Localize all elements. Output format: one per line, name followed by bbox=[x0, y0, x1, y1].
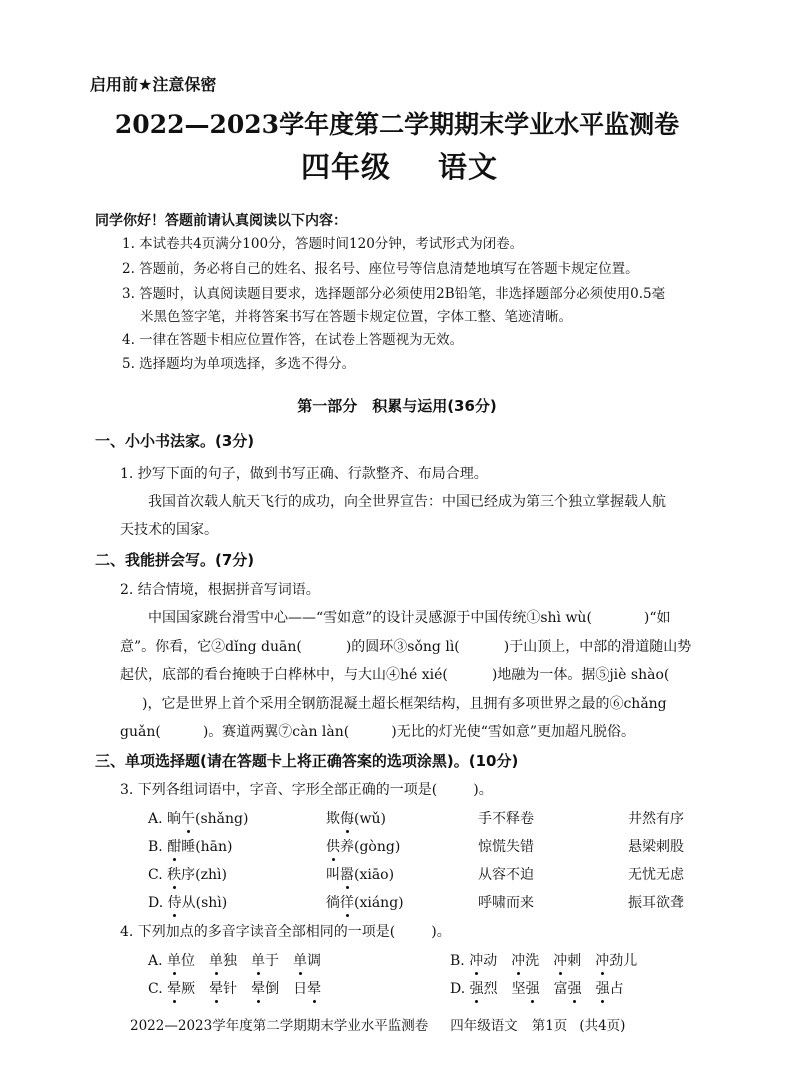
notice-item-2: 2. 答题前，务必将自己的姓名、报名号、座位号等信息清楚地填写在答题卡规定位置。 bbox=[122, 261, 639, 277]
q4-option-b: B. 冲动 冲洗 冲刺 冲劲儿 bbox=[450, 953, 638, 969]
notice-item-3-cont: 米黑色签字笔，并将答案书写在答题卡规定位置，字体工整、笔迹清晰。 bbox=[140, 309, 572, 325]
q4-option-d: D. 强烈 坚强 富强 强占 bbox=[450, 981, 624, 997]
page-total: (共4页) bbox=[579, 1018, 626, 1034]
q4-prompt bbox=[120, 922, 451, 942]
q2-text: guǎn( bbox=[120, 724, 161, 740]
q3-option-d-col2: 徜徉(xiáng) bbox=[326, 895, 404, 911]
notice-heading: 同学你好！答题前请认真阅读以下内容： bbox=[95, 213, 347, 229]
subject-label: 语文 bbox=[438, 150, 499, 184]
page-number: 第1页 bbox=[531, 1018, 568, 1034]
q4-option-c: C. 晕厥 晕针 晕倒 日晕 bbox=[148, 981, 322, 997]
q2-text: )的圆环③sǒng lì( bbox=[345, 639, 460, 655]
q1-text-line2: 天技术的国家。 bbox=[120, 522, 218, 538]
q3-option-b-col2: 供养(gòng) bbox=[326, 839, 401, 855]
q4-text: )。 bbox=[431, 924, 451, 940]
q3-option-d-col3: 呼啸而来 bbox=[478, 895, 534, 911]
q2-line-2 bbox=[120, 637, 691, 657]
q2-text: 中国国家跳台滑雪中心——“雪如意”的设计灵感源于中国传统①shì wù( bbox=[148, 610, 592, 626]
q3-option-c-col1: C. 秩序(zhì) bbox=[148, 867, 227, 883]
q2-line-5 bbox=[120, 722, 635, 742]
q3-option-b-col1: B. 酣睡(hān) bbox=[148, 839, 233, 855]
notice-item-3: 3. 答题时，认真阅读题目要求，选择题部分必须使用2B铅笔，非选择题部分必须使用0.5毫 bbox=[122, 286, 666, 302]
q3-option-c-col2: 叫嚣(xiāo) bbox=[326, 867, 395, 883]
q3-option-c-col3: 从容不迫 bbox=[478, 867, 534, 883]
footer-title: 2022—2023学年度第二学期期末学业水平监测卷 bbox=[130, 1018, 429, 1034]
q3-text: 3. 下列各组词语中，字音、字形全部正确的一项是( bbox=[120, 782, 438, 798]
q2-line-3 bbox=[120, 665, 669, 685]
q3-option-d-col4: 振耳欲聋 bbox=[628, 895, 684, 911]
q3-option-d-col1: D. 侍从(shì) bbox=[148, 895, 228, 911]
q2-text: 起伏，底部的看台掩映于白桦林中，与大山④hé xié( bbox=[120, 667, 448, 683]
q2-text: )于山顶上，中部的滑道随山势 bbox=[503, 639, 692, 655]
q1-prompt: 1. 抄写下面的句子，做到书写正确、行款整齐、布局合理。 bbox=[120, 466, 488, 482]
sec2-heading: 二、我能拼会写。(7分) bbox=[95, 551, 255, 569]
q3-option-b-col3: 惊慌失错 bbox=[478, 839, 534, 855]
q3-option-a-col4: 井然有序 bbox=[628, 811, 684, 827]
notice-item-4: 4. 一律在答题卡相应位置作答，在试卷上答题视为无效。 bbox=[122, 332, 464, 348]
q2-text: )，它是世界上首个采用全钢筋混凝土超长框架结构，且拥有多项世界之最的⑥chǎng bbox=[142, 696, 667, 712]
part1-title: 第一部分 积累与运用(36分) bbox=[297, 397, 497, 415]
sec3-heading: 三、单项选择题(请在答题卡上将正确答案的选项涂黑)。(10分) bbox=[95, 752, 519, 770]
sec1-heading: 一、小小书法家。(3分) bbox=[95, 432, 255, 450]
q2-prompt: 2. 结合情境，根据拼音写词语。 bbox=[120, 582, 320, 598]
q3-text: )。 bbox=[473, 782, 493, 798]
q2-text: 意”。你看，它②dǐng duān( bbox=[120, 639, 302, 655]
q4-text: 4. 下列加点的多音字读音全部相同的一项是( bbox=[120, 924, 396, 940]
footer bbox=[130, 1016, 625, 1036]
q2-line-1 bbox=[148, 608, 671, 628]
q2-text: )“如 bbox=[643, 610, 671, 626]
q2-text: )无比的灯光使“雪如意”更加超凡脱俗。 bbox=[391, 724, 636, 740]
q2-text: )。赛道两翼⑦càn làn( bbox=[202, 724, 350, 740]
notice-item-1: 1. 本试卷共4页满分100分，答题时间120分钟，考试形式为闭卷。 bbox=[122, 236, 524, 252]
q2-text: )地融为一体。据⑤jiè shào( bbox=[491, 667, 670, 683]
q1-text-line1: 我国首次载人航天飞行的成功，向全世界宣告：中国已经成为第三个独立掌握载人航 bbox=[148, 494, 666, 510]
q3-option-a-col1: A. 晌午(shǎng) bbox=[148, 811, 249, 827]
q3-prompt bbox=[120, 780, 493, 800]
grade-label: 四年级 bbox=[301, 150, 392, 184]
exam-title: 2022—2023学年度第二学期期末学业水平监测卷 bbox=[114, 110, 680, 139]
q3-option-a-col3: 手不释卷 bbox=[478, 811, 534, 827]
q4-option-a: A. 单位 单独 单于 单调 bbox=[148, 953, 322, 969]
footer-grade-subject: 四年级语文 bbox=[450, 1018, 518, 1034]
notice-item-5: 5. 选择题均为单项选择，多选不得分。 bbox=[122, 356, 356, 372]
q3-option-a-col2: 欺侮(wǔ) bbox=[326, 811, 386, 827]
confidential-label: 启用前★注意保密 bbox=[90, 75, 217, 94]
q3-option-b-col4: 悬梁刺股 bbox=[628, 839, 684, 855]
q2-line-4 bbox=[120, 694, 667, 714]
q3-option-c-col4: 无忧无虑 bbox=[628, 867, 684, 883]
